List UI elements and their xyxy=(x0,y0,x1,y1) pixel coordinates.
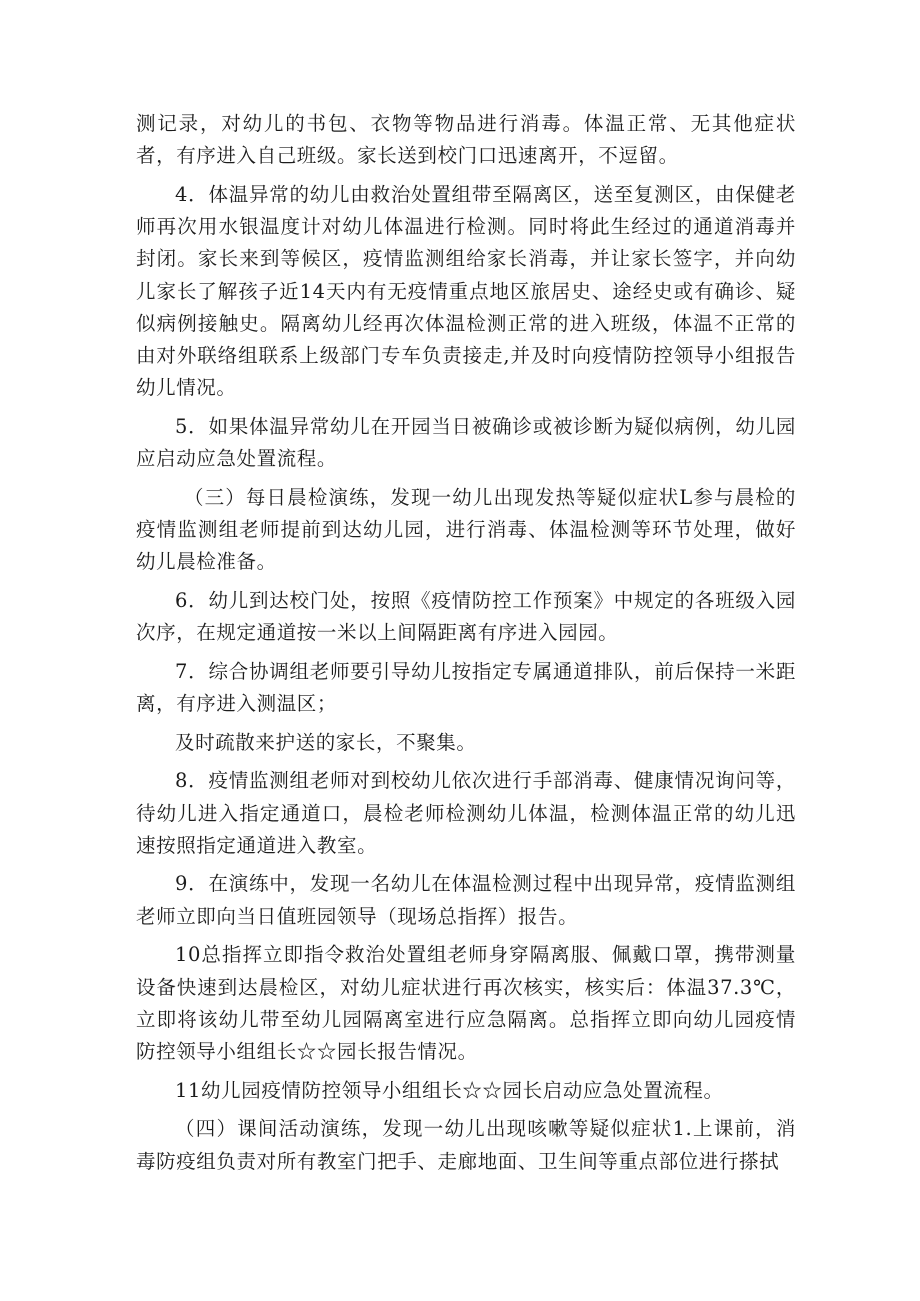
paragraph-item-4: 4．体温异常的幼儿由救治处置组带至隔离区，送至复测区，由保健老师再次用水银温度计对幼儿体温进行检测。同时将此生经过的通道消毒并封闭。家长来到等候区，疫情监测组给家长消毒，并让家长签字，并向幼儿家长了解孩子近14天内有无疫情重点地区旅居史、途经史或有确诊、疑似病例接触史。隔离幼儿经再次体温检测正常的进入班级，体温不正常的由对外联络组联系上级部门专车负责接走,并及时向疫情防控领导小组报告幼儿情况。 xyxy=(136,182,796,400)
paragraph-item-7-continued: 及时疏散来护送的家长，不聚集。 xyxy=(175,730,477,754)
paragraph-item-7: 7．综合协调组老师要引导幼儿按指定专属通道排队，前后保持一米距离，有序进入测温区； xyxy=(136,659,796,715)
paragraph-continuation: 测记录，对幼儿的书包、衣物等物品进行消毒。体温正常、无其他症状者，有序进入自己班级。家长送到校门口迅速离开，不逗留。 xyxy=(136,112,796,168)
document-body xyxy=(136,108,796,1184)
paragraph-item-6: 6．幼儿到达校门处，按照《疫情防控工作预案》中规定的各班级入园次序，在规定通道按一米以上间隔距离有序进入园园。 xyxy=(136,588,796,645)
paragraph-item-9: 9．在演练中，发现一名幼儿在体温检测过程中出现异常，疫情监测组老师立即向当日值班园领导（现场总指挥）报告。 xyxy=(136,872,796,928)
paragraph-section-4: （四）课间活动演练，发现一幼儿出现咳嗽等疑似症状1.上课前，消毒防疫组负责对所有教室门把手、走廊地面、卫生间等重点部位进行搽拭 xyxy=(136,1117,796,1173)
paragraph-item-11: 11幼儿园疫情防控领导小组组长☆☆园长启动应急处置流程。 xyxy=(175,1078,724,1102)
paragraph-item-5: 5．如果体温异常幼儿在开园当日被确诊或被诊断为疑似病例，幼儿园应启动应急处置流程。 xyxy=(136,414,796,471)
paragraph-item-8: 8．疫情监测组老师对到校幼儿依次进行手部消毒、健康情况询问等，待幼儿进入指定通道口，晨检老师检测幼儿体温，检测体温正常的幼儿迅速按照指定通道进入教室。 xyxy=(136,769,796,857)
paragraph-section-3: （三）每日晨检演练，发现一幼儿出现发热等疑似症状L参与晨检的疫情监测组老师提前到达幼儿园，进行消毒、体温检测等环节处理，做好幼儿晨检准备。 xyxy=(136,485,796,574)
paragraph-item-10: 10总指挥立即指令救治处置组老师身穿隔离服、佩戴口罩，携带测量设备快速到达晨检区，对幼儿症状进行再次核实，核实后：体温37.3℃，立即将该幼儿带至幼儿园隔离室进行应急隔离。总指挥立即向幼儿园疫情防控领导小组组长☆☆园长报告情况。 xyxy=(136,943,796,1063)
